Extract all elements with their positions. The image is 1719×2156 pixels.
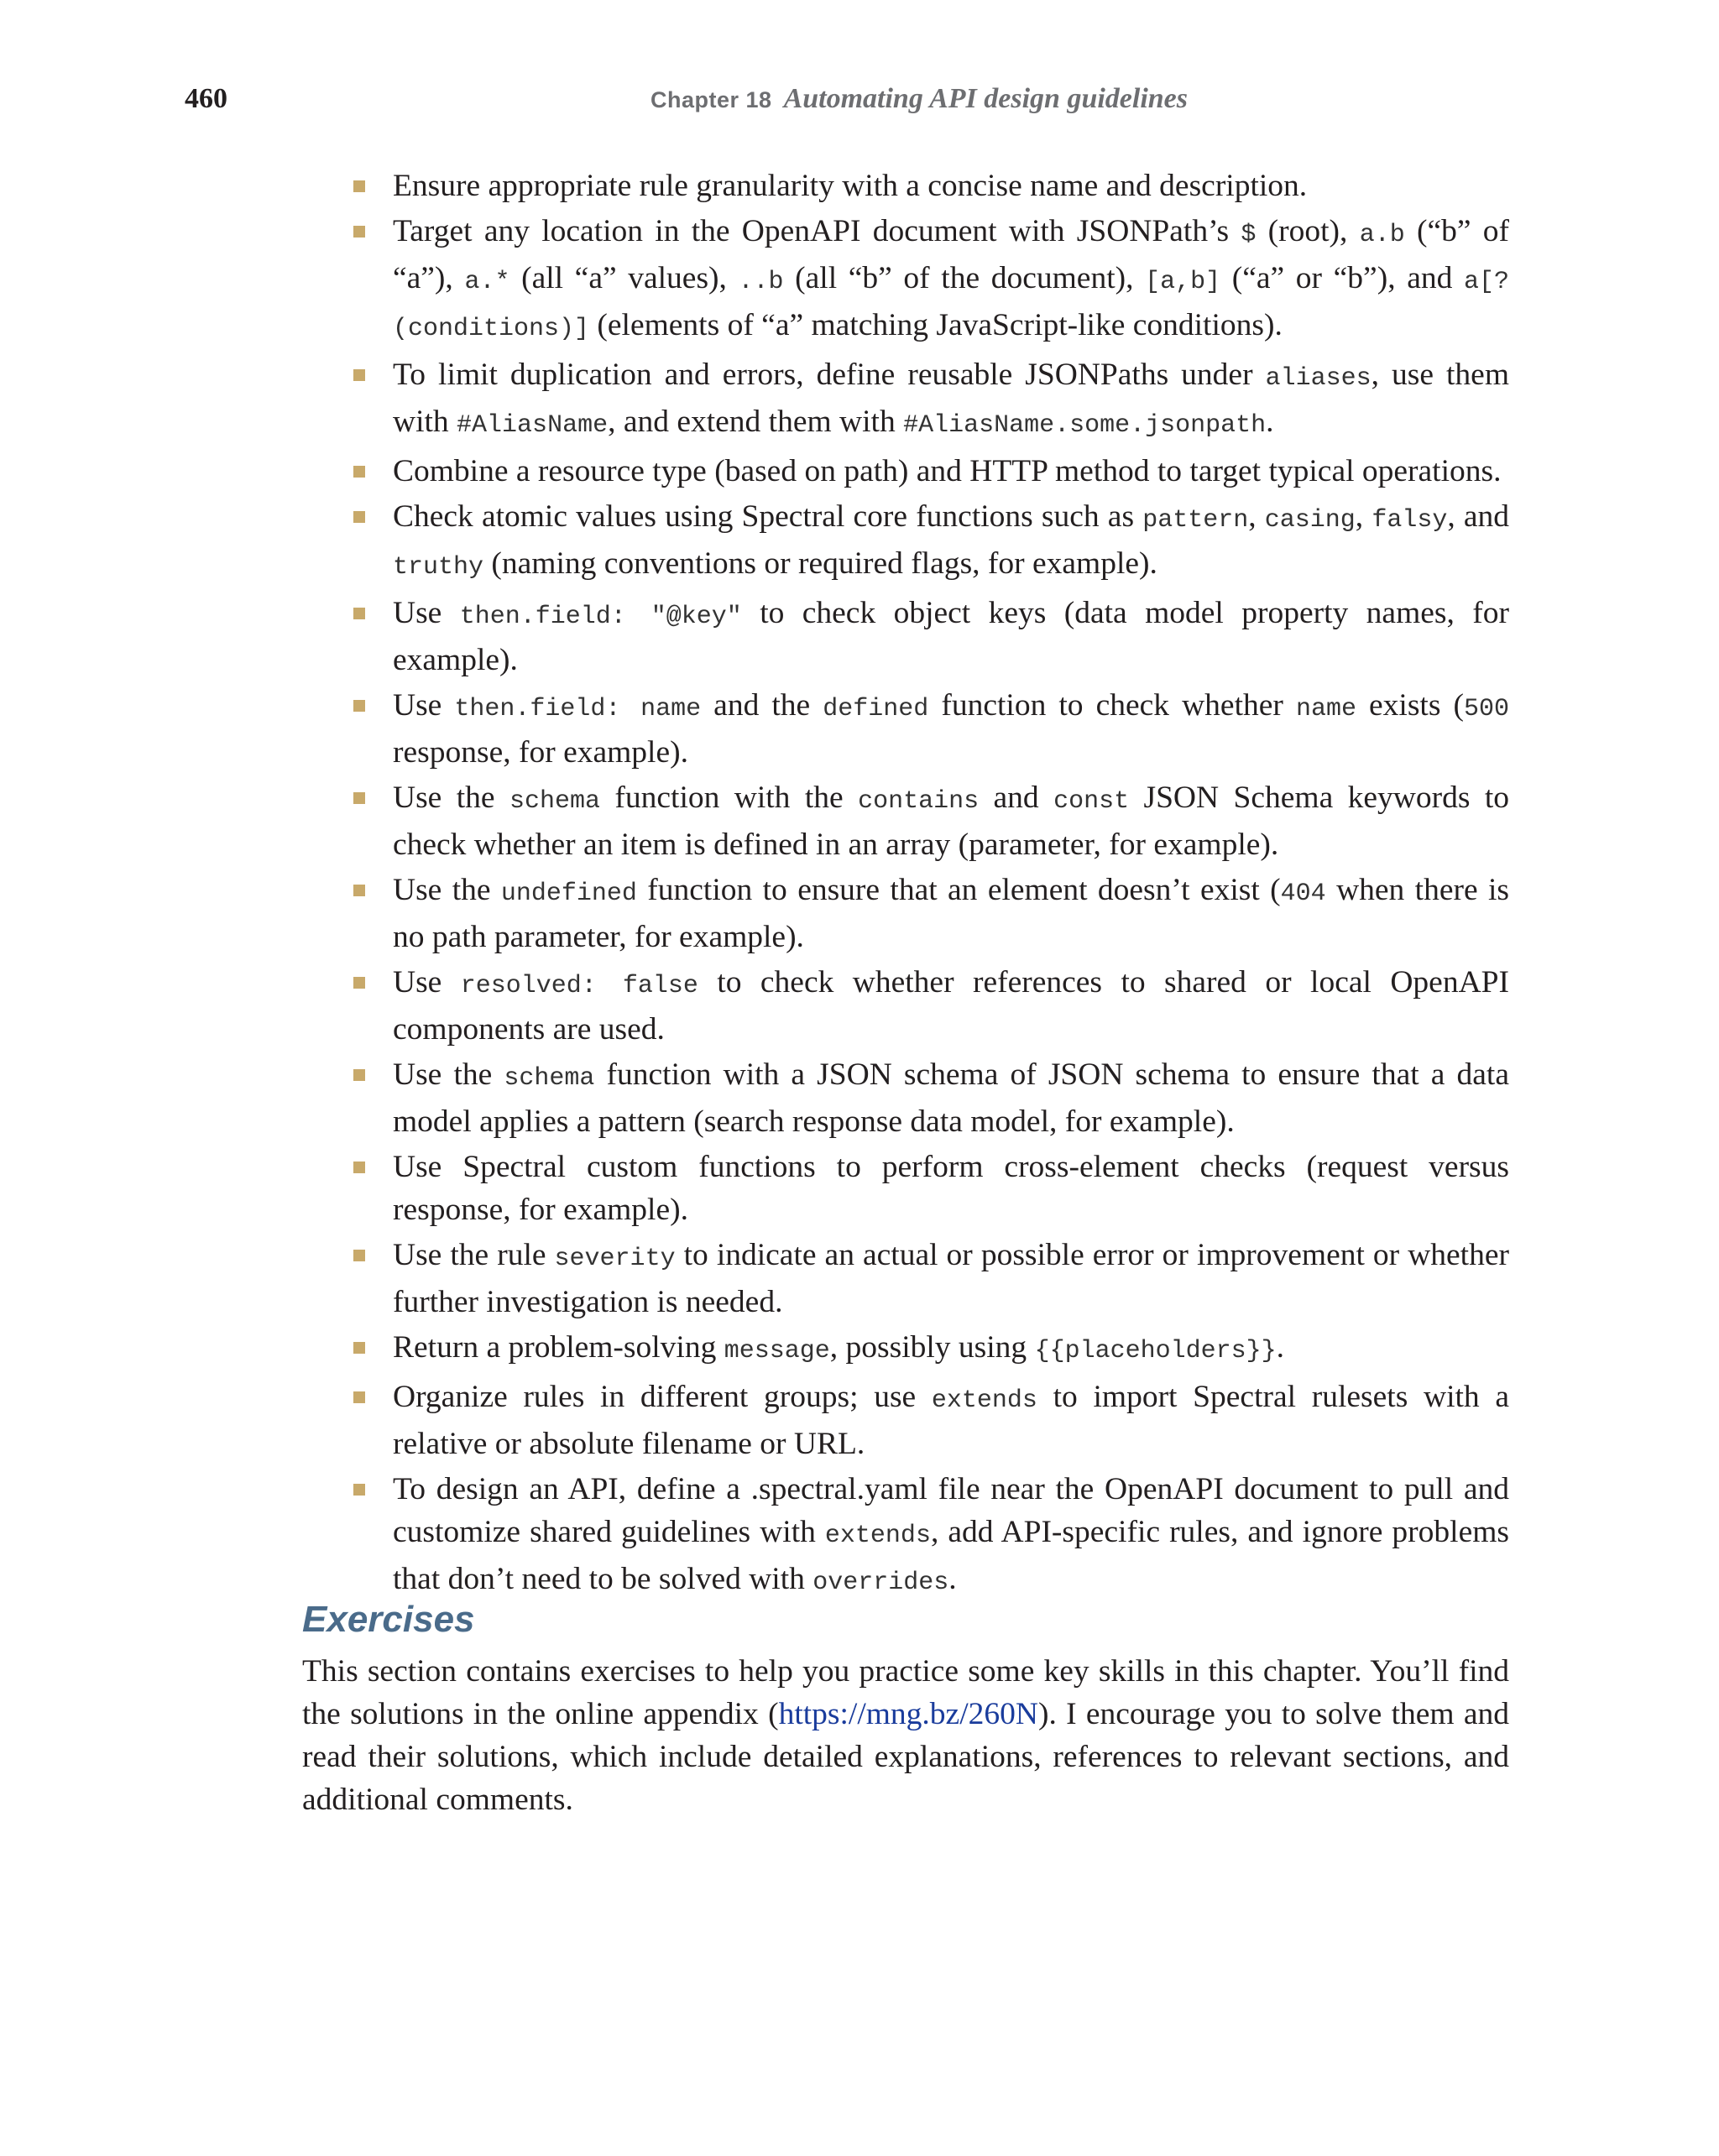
inline-code: falsy xyxy=(1372,506,1448,535)
inline-code: ..b xyxy=(738,268,784,296)
exercises-heading: Exercises xyxy=(302,1599,475,1640)
inline-code: a.* xyxy=(464,268,510,296)
item-text: Check atomic values using Spectral core functions such as xyxy=(393,499,1143,534)
item-text: Use xyxy=(393,688,455,723)
item-text: , add API-specific rules, and ignore problems that don’t need to be solved with xyxy=(393,1515,1509,1596)
chapter-label: Chapter 18 xyxy=(651,87,772,112)
inline-code: truthy xyxy=(393,553,484,582)
inline-code: {{placeholders}} xyxy=(1034,1337,1277,1365)
item-text: (root), xyxy=(1256,214,1360,248)
inline-code: a[?(conditions)] xyxy=(393,268,1509,343)
summary-item xyxy=(351,1053,1509,1143)
item-text: Use the xyxy=(393,1057,504,1092)
inline-code: resolved: false xyxy=(460,972,698,1000)
square-bullet-icon xyxy=(353,792,365,804)
solutions-link[interactable]: https://mng.bz/260N xyxy=(778,1697,1038,1731)
item-text: JSON Schema keywords to check whether an item is defined in an array (parameter, for example). xyxy=(393,780,1509,862)
square-bullet-icon xyxy=(353,226,365,238)
inline-code: a.b xyxy=(1359,221,1405,249)
item-text: Use the xyxy=(393,780,509,815)
inline-code: const xyxy=(1053,787,1130,816)
chapter-title: Automating API design guidelines xyxy=(783,83,1189,114)
inline-code: schema xyxy=(509,787,600,816)
item-text: Return a problem-solving xyxy=(393,1330,724,1365)
summary-item xyxy=(351,1326,1509,1373)
inline-code: then.field: "@key" xyxy=(459,603,742,631)
square-bullet-icon xyxy=(353,977,365,989)
item-text: Target any location in the OpenAPI document with JSONPath’s xyxy=(393,214,1241,248)
inline-code: contains xyxy=(858,787,980,816)
item-text: Combine a resource type (based on path) and HTTP method to target typical operations. xyxy=(393,454,1502,488)
item-text: Use the xyxy=(393,873,501,907)
square-bullet-icon xyxy=(353,1162,365,1173)
exercises-text-after-link: ). I encourage you to solve them and read their solutions, which include detailed explanations, references to relevant sections, and additional comments. xyxy=(302,1697,1509,1817)
inline-code: message xyxy=(724,1337,830,1365)
square-bullet-icon xyxy=(353,1484,365,1496)
inline-code: pattern xyxy=(1142,506,1249,535)
square-bullet-icon xyxy=(353,1391,365,1403)
inline-code: schema xyxy=(504,1064,595,1093)
summary-item xyxy=(351,961,1509,1051)
item-text: Organize rules in different groups; use xyxy=(393,1380,932,1414)
summary-item xyxy=(351,776,1509,866)
square-bullet-icon xyxy=(353,700,365,712)
item-text: function to check whether xyxy=(928,688,1296,723)
item-text: and xyxy=(979,780,1054,815)
item-text: exists ( xyxy=(1356,688,1464,723)
item-text: . xyxy=(948,1562,957,1596)
item-text: Use xyxy=(393,965,461,1000)
item-text: to import Spectral rulesets with a relative or absolute filename or URL. xyxy=(393,1380,1509,1461)
item-text: . xyxy=(1266,405,1274,439)
inline-code: name xyxy=(1295,695,1356,723)
item-text: , possibly using xyxy=(829,1330,1035,1365)
item-text: to indicate an actual or possible error or improvement or whether further investigation is needed. xyxy=(393,1238,1509,1319)
item-text: (“a” or “b”), and xyxy=(1220,261,1464,295)
inline-code: severity xyxy=(554,1245,676,1273)
square-bullet-icon xyxy=(353,885,365,896)
item-text: Ensure appropriate rule granularity with a concise name and description. xyxy=(393,169,1308,203)
item-text: Use the rule xyxy=(393,1238,555,1272)
square-bullet-icon xyxy=(353,1342,365,1354)
item-text: function to ensure that an element doesn’t exist ( xyxy=(636,873,1281,907)
item-text: (“b” of “a”), xyxy=(393,214,1510,295)
exercises-text-before-link: This section contains exercises to help you practice some key skills in this chapter. You’ll find the solutions in the online appendix ( xyxy=(302,1654,1509,1731)
item-text: (elements of “a” matching JavaScript-like conditions). xyxy=(589,308,1283,342)
summary-item xyxy=(351,450,1509,493)
inline-code: #AliasName.some.jsonpath xyxy=(903,411,1267,440)
summary-item xyxy=(351,210,1509,351)
summary-item xyxy=(351,1468,1509,1605)
item-text: Use Spectral custom functions to perform cross-element checks (request versus response, for example). xyxy=(393,1150,1509,1227)
summary-item xyxy=(351,1376,1509,1465)
item-text: (all “a” values), xyxy=(509,261,739,295)
summary-item xyxy=(351,684,1509,774)
inline-code: #AliasName xyxy=(457,411,609,440)
summary-item xyxy=(351,592,1509,681)
summary-item xyxy=(351,1146,1509,1231)
inline-code: $ xyxy=(1241,221,1257,249)
item-text: , xyxy=(1355,499,1372,534)
inline-code: casing xyxy=(1264,506,1356,535)
square-bullet-icon xyxy=(353,511,365,523)
page-number: 460 xyxy=(185,83,227,114)
item-text: function with a JSON schema of JSON schema to ensure that a data model applies a pattern (search response data model, for example). xyxy=(393,1057,1509,1139)
inline-code: 500 xyxy=(1463,695,1509,723)
item-text: To limit duplication and errors, define reusable JSONPaths under xyxy=(393,358,1266,392)
item-text: . xyxy=(1276,1330,1284,1365)
item-text: (all “b” of the document), xyxy=(783,261,1146,295)
summary-item xyxy=(351,869,1509,958)
summary-list xyxy=(351,164,1509,1607)
square-bullet-icon xyxy=(353,608,365,619)
item-text: response, for example). xyxy=(393,735,688,770)
square-bullet-icon xyxy=(353,180,365,192)
inline-code: extends xyxy=(824,1522,931,1550)
item-text: when there is no path parameter, for example). xyxy=(393,873,1509,954)
inline-code: defined xyxy=(823,695,929,723)
inline-code: extends xyxy=(931,1386,1037,1415)
inline-code: [a,b] xyxy=(1145,268,1221,296)
summary-item xyxy=(351,353,1509,447)
inline-code: aliases xyxy=(1265,364,1372,393)
summary-item xyxy=(351,164,1509,207)
inline-code: then.field: name xyxy=(454,695,702,723)
inline-code: overrides xyxy=(812,1569,949,1597)
inline-code: undefined xyxy=(500,880,637,908)
item-text: Use xyxy=(393,596,460,630)
item-text: To design an API, define a .spectral.yaml file near the OpenAPI document to pull and customize shared guidelines with xyxy=(393,1472,1509,1549)
page-header xyxy=(185,81,1511,123)
summary-item xyxy=(351,495,1509,589)
item-text: , and extend them with xyxy=(608,405,904,439)
item-text: function with the xyxy=(599,780,859,815)
running-head xyxy=(651,81,1188,118)
item-text: , and xyxy=(1447,499,1509,534)
square-bullet-icon xyxy=(353,369,365,381)
square-bullet-icon xyxy=(353,466,365,478)
item-text: (naming conventions or required flags, for example). xyxy=(483,546,1157,581)
summary-item xyxy=(351,1234,1509,1323)
item-text: and the xyxy=(701,688,823,723)
square-bullet-icon xyxy=(353,1069,365,1081)
item-text: to check object keys (data model property names, for example). xyxy=(393,596,1509,677)
exercises-paragraph xyxy=(302,1650,1509,1821)
item-text: , xyxy=(1248,499,1265,534)
square-bullet-icon xyxy=(353,1250,365,1261)
inline-code: 404 xyxy=(1280,880,1326,908)
item-text: to check whether references to shared or local OpenAPI components are used. xyxy=(393,965,1509,1047)
item-text: , use them with xyxy=(393,358,1509,439)
